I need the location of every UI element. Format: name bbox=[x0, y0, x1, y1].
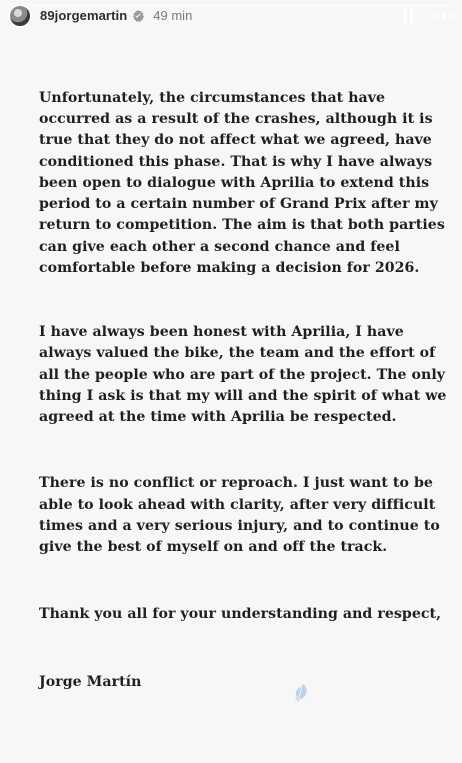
signature: Jorge Martín bbox=[39, 674, 142, 691]
paragraph-3: There is no conflict or reproach. I just want to be able to look ahead with clarity, after very difficult times and a very serious injury, and to continue to give the best of myself on and off the track. bbox=[39, 475, 440, 555]
more-icon bbox=[435, 14, 453, 18]
story-controls bbox=[398, 6, 454, 26]
avatar[interactable] bbox=[8, 4, 32, 28]
verified-badge-icon bbox=[131, 9, 145, 23]
statement-text bbox=[39, 88, 447, 694]
paragraph-2: I have always been honest with Aprilia, I have always valued the bike, the team and the effort of all the people who are part of the project. The only thing I ask is that my will and the spirit of what we agreed at the time with Aprilia be respected. bbox=[39, 324, 447, 426]
paragraph-1: Unfortunately, the circumstances that have occurred as a result of the crashes, although it is true that they do not affect what we agreed, have conditioned this phase. That is why I have always been open to dialogue with Aprilia to extend this period to a certain number of Grand Prix after my return to competition. The aim is that both parties can give each other a second chance and feel comfortable before making a decision for 2026. bbox=[39, 90, 445, 276]
story-header bbox=[0, 0, 462, 31]
feather-watermark-icon bbox=[294, 683, 308, 703]
paragraph-4: Thank you all for your understanding and respect, bbox=[39, 606, 442, 623]
more-button[interactable] bbox=[434, 6, 454, 26]
username[interactable]: 89jorgemartin bbox=[40, 8, 128, 23]
story-time: 49 min bbox=[153, 8, 193, 23]
pause-button[interactable] bbox=[398, 6, 418, 26]
pause-icon bbox=[404, 9, 413, 23]
